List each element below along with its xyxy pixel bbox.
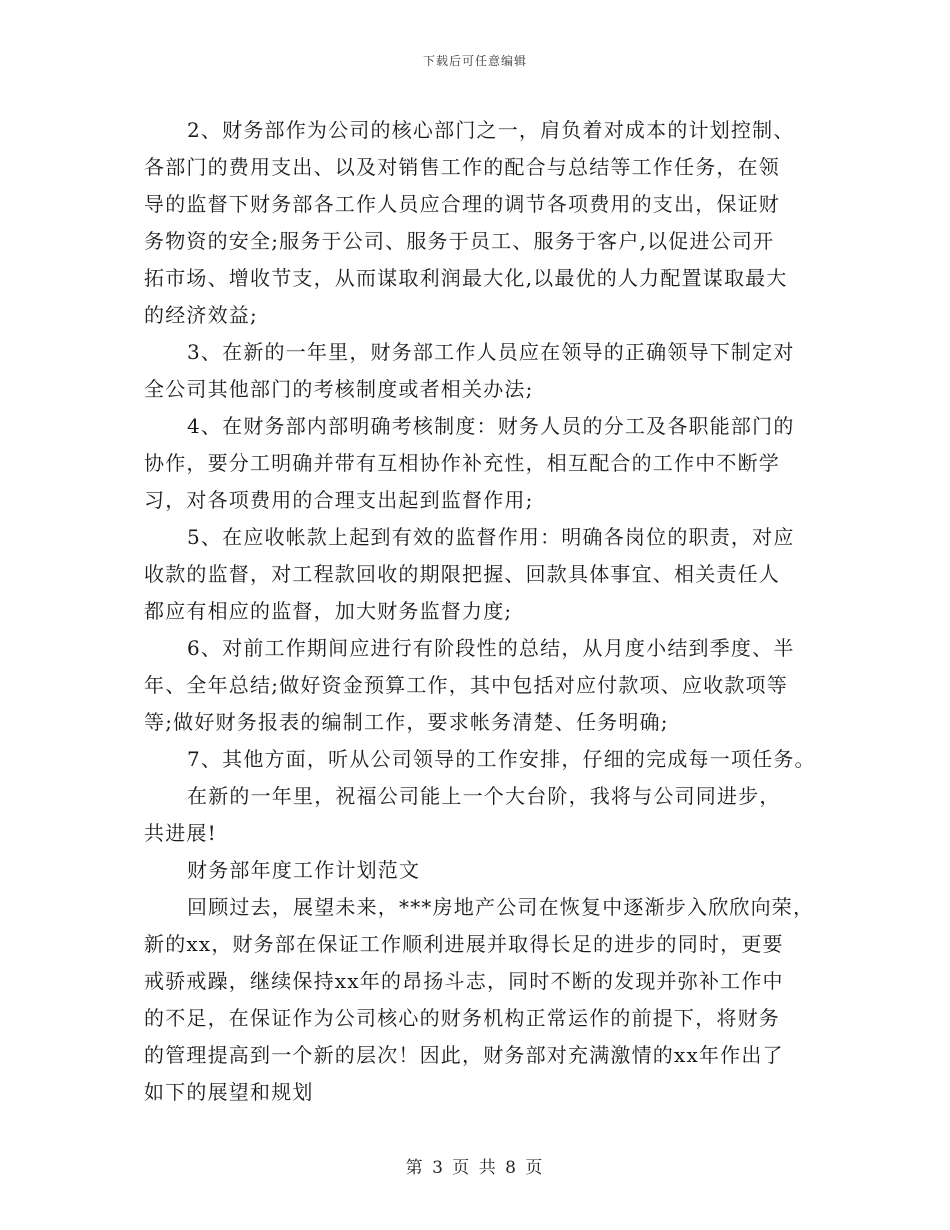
text-line: 戒骄戒躁，继续保持xx年的昂扬斗志，同时不断的发现并弥补工作中 (144, 969, 784, 993)
text-line: 拓市场、增收节支，从而谋取利润最大化,以最优的人力配置谋取最大 (144, 266, 788, 290)
text-line: 4、在财务部内部明确考核制度：财务人员的分工及各职能部门的 (187, 414, 795, 438)
text-line: 在新的一年里，祝福公司能上一个大台阶，我将与公司同进步， (187, 784, 781, 808)
text-line: 5、在应收帐款上起到有效的监督作用：明确各岗位的职责，对应 (187, 525, 795, 549)
text-line: 导的监督下财务部各工作人员应合理的调节各项费用的支出，保证财 (144, 192, 780, 216)
text-line: 协作，要分工明确并带有互相协作补充性，相互配合的工作中不断学 (144, 451, 780, 475)
text-line: 共进展! (144, 821, 217, 845)
text-line: 收款的监督，对工程款回收的期限把握、回款具体事宜、相关责任人 (144, 562, 780, 586)
page-header: 下载后可任意编辑 (422, 54, 527, 68)
text-line: 的不足，在保证作为公司核心的财务机构正常运作的前提下，将财务 (144, 1006, 780, 1030)
text-line: 等;做好财务报表的编制工作，要求帐务清楚、任务明确; (144, 710, 669, 734)
text-line: 习，对各项费用的合理支出起到监督作用; (144, 488, 534, 512)
text-line: 7、其他方面，听从公司领导的工作安排，仔细的完成每一项任务。 (187, 747, 816, 771)
text-line: 务物资的安全;服务于公司、服务于员工、服务于客户,以促进公司开 (144, 229, 775, 253)
text-line: 6、对前工作期间应进行有阶段性的总结，从月度小结到季度、半 (187, 636, 795, 660)
text-line: 全公司其他部门的考核制度或者相关办法; (144, 377, 534, 401)
text-line: 都应有相应的监督，加大财务监督力度; (144, 599, 513, 623)
text-line: 回顾过去，展望未来，***房地产公司在恢复中逐渐步入欣欣向荣， (187, 895, 815, 919)
document-body (144, 112, 824, 1111)
text-line: 的经济效益; (144, 303, 258, 327)
text-line: 的管理提高到一个新的层次！因此，财务部对充满激情的xx年作出了 (144, 1043, 784, 1067)
page-number: 第 3 页 共 8 页 (405, 1158, 545, 1178)
section-title: 财务部年度工作计划范文 (187, 858, 421, 882)
text-line: 2、财务部作为公司的核心部门之一，肩负着对成本的计划控制、 (187, 118, 795, 142)
text-line: 新的xx，财务部在保证工作顺利进展并取得长足的进步的同时，更要 (144, 932, 784, 956)
text-line: 各部门的费用支出、以及对销售工作的配合与总结等工作任务，在领 (144, 155, 780, 179)
text-line: 3、在新的一年里，财务部工作人员应在领导的正确领导下制定对 (187, 340, 795, 364)
text-line: 年、全年总结;做好资金预算工作，其中包括对应付款项、应收款项等 (144, 673, 788, 697)
text-line: 如下的展望和规划 (144, 1080, 314, 1104)
